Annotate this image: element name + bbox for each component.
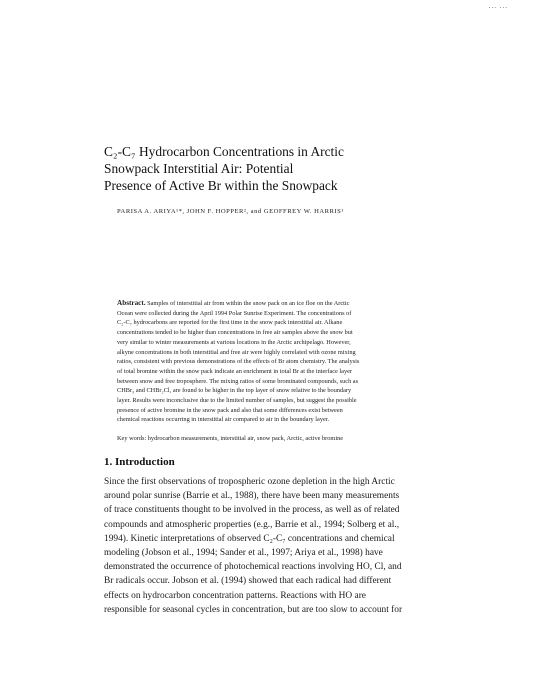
paper-title	[104, 143, 444, 194]
abstract-line-text: Samples of interstitial air from within the snow pack on an ice floe on the Arctic	[147, 300, 350, 307]
abstract-line: very similar to winter measurements at various locations in the Arctic archipelago. However,	[117, 338, 351, 346]
title-line: Presence of Active Br within the Snowpack	[104, 178, 338, 193]
body-line: 1994). Kinetic interpretations of observed C₂-C₇ concentrations and chemical	[104, 533, 395, 544]
body-paragraph	[104, 475, 450, 617]
abstract-line: CHBr₃ and CHBr₂Cl, are found to be higher in the top layer of snow relative to the boundary	[117, 387, 352, 395]
keywords: Key words: hydrocarbon measurements, interstitial air, snow pack, Arctic, active bromine	[117, 435, 344, 442]
body-line: demonstrated the occurrence of photochemical reactions involving HO, Cl, and	[104, 562, 402, 573]
abstract-line: presence of active bromine in the snow pack and also that some differences exist between	[117, 406, 343, 414]
body-line: Since the first observations of tropospheric ozone depletion in the high Arctic	[104, 477, 395, 487]
page-header-mark: ... ...	[488, 2, 508, 10]
body-line: compounds and atmospheric properties (e.g., Barrie et al., 1994; Solberg et al.,	[104, 519, 400, 530]
abstract-line: layer. Results were inconclusive due to the limited number of samples, but suggest the possible	[117, 397, 357, 405]
title-line: Snowpack Interstitial Air: Potential	[104, 161, 294, 176]
title-line: C₂-C₇ Hydrocarbon Concentrations in Arctic	[104, 144, 344, 159]
abstract-line: between snow and free troposphere. The mixing ratios of some brominated compounds, such as	[117, 377, 359, 385]
author-list: PARISA A. ARIYA¹*, JOHN F. HOPPER², and GEOFFREY W. HARRIS¹	[117, 208, 344, 215]
abstract-line: alkyne concentrations in both interstitial and free air were highly correlated with ozone mixing	[117, 348, 356, 356]
abstract-line: Ocean were collected during the April 1994 Polar Sunrise Experiment. The concentrations of	[117, 309, 352, 317]
section-heading: 1. Introduction	[104, 456, 175, 468]
body-line: around polar sunrise (Barrie et al., 1988), there have been many measurements	[104, 491, 400, 502]
abstract	[117, 299, 447, 425]
abstract-line: ratios, consistent with previous demonstrations of the effects of Br atom chemistry. The analysis	[117, 358, 360, 366]
body-line: responsible for seasonal cycles in concentration, but are too slow to account for	[104, 604, 403, 615]
body-line: modeling (Jobson et al., 1994; Sander et al., 1997; Ariya et al., 1998) have	[104, 548, 383, 559]
abstract-line	[117, 299, 447, 309]
abstract-line: C₂-C₇ hydrocarbons are reported for the first time in the snow pack interstitial air. Alkane	[117, 319, 343, 327]
abstract-label: Abstract.	[117, 299, 146, 307]
abstract-line: concentrations tended to be higher than concentrations in free air samples above the snow but	[117, 329, 353, 337]
abstract-line: chemical reactions occurring in interstitial air compared to air in the boundary layer.	[117, 416, 330, 424]
body-line: Br radicals occur. Jobson et al. (1994) showed that each radical had different	[104, 576, 392, 587]
abstract-line: of total bromine within the snow pack indicate an enrichment in total Br at the interface layer	[117, 367, 353, 375]
body-line: effects on hydrocarbon concentration patterns. Reactions with HO are	[104, 590, 366, 601]
body-line: of trace constituents thought to be involved in the process, as well as of related	[104, 505, 400, 516]
